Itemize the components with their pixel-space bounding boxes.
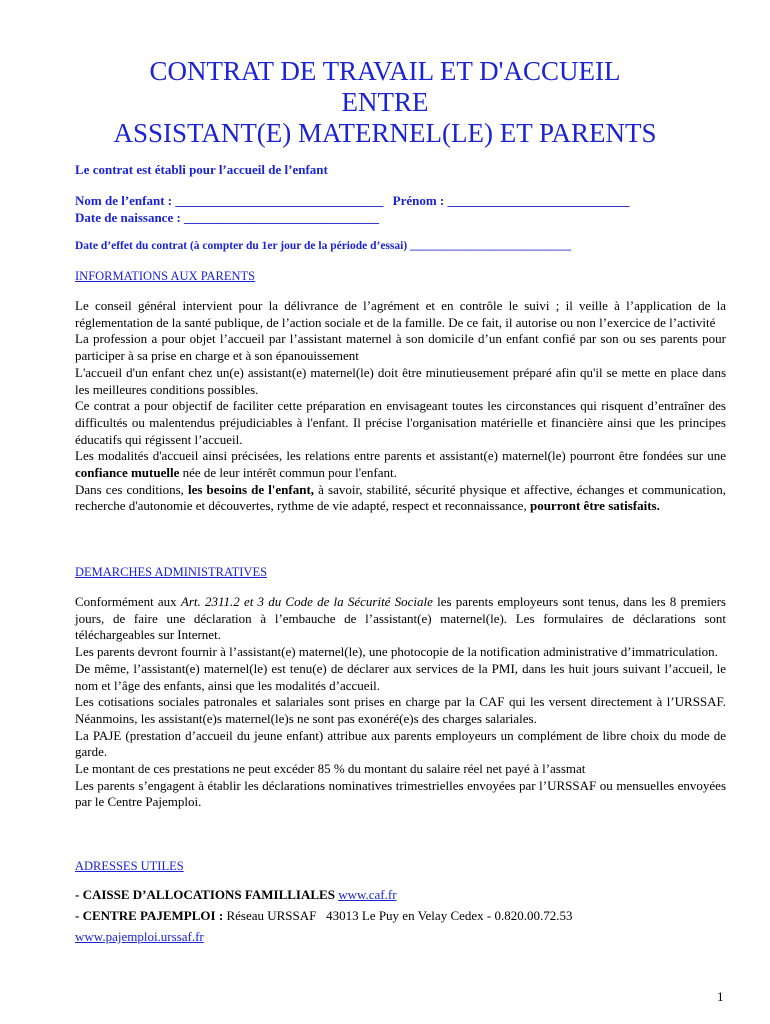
paragraph: Le montant de ces prestations ne peut excéder 85 % du montant du salaire réel net payé à l’assmat — [75, 761, 586, 777]
section-heading-informations: INFORMATIONS AUX PARENTS — [75, 269, 256, 283]
pajemploi-link-line — [75, 929, 204, 945]
text-run: à savoir, stabilité, sécurité physique et affective, échanges et communication, recherche d'autonomie et découvertes, rythme de vie adapté, respect et reconnaissance, — [75, 481, 727, 514]
text-run: Conformément aux — [75, 594, 181, 609]
paragraph: De même, l’assistant(e) maternel(le) est tenu(e) de déclarer aux services de la PMI, dans les huit jours suivant l’accueil, le nom et l’âge des enfants, ainsi que les modalités d’accueil. — [75, 660, 726, 693]
bold-text: confiance mutuelle — [75, 465, 180, 481]
section-heading-demarches: DEMARCHES ADMINISTRATIVES — [75, 565, 268, 579]
prenom-field: Prénom : ____________________________ — [392, 193, 630, 208]
paragraph — [75, 448, 726, 481]
caf-label: - CAISSE D’ALLOCATIONS FAMILLIALES — [75, 887, 335, 902]
caf-link[interactable]: www.caf.fr — [338, 887, 397, 902]
document-title — [0, 56, 770, 149]
section-demarches-body — [75, 594, 726, 811]
pajemploi-address — [75, 908, 572, 924]
text-run: Les modalités d'accueil ainsi précisées, les relations entre parents et assistant(e) maternel(le) pourront être fondées sur une — [75, 448, 726, 464]
paragraph: Le conseil général intervient pour la délivrance de l’agrément et en contrôle le suivi ; il veille à l’application de la réglementation de la santé publique, de l’action sociale et de la famille. De ce fait, il autorise ou non l’exercice de l’activité — [75, 298, 726, 330]
paragraph — [75, 482, 726, 515]
paragraph: La profession a pour objet l’accueil par l’assistant maternel à son domicile d’un enfant confié par son ou ses parents pour participer à sa prise en charge et à son épanouissement — [75, 331, 726, 364]
text-run: les parents employeurs sont tenus, dans les 8 premiers jours, de faire une déclaration à l’embauche de l’assistant(e) maternel(le). Les formulaires de déclarations sont téléchargeables sur Internet. — [75, 594, 726, 643]
paragraph: Les parents devront fournir à l’assistant(e) maternel(le), une photocopie de la notification administrative d’immatriculation. — [75, 644, 718, 660]
effective-date-field: Date d’effet du contrat (à compter du 1er jour de la période d’essai) ____________________________ — [75, 240, 572, 252]
pajemploi-link[interactable]: www.pajemploi.urssaf.fr — [75, 929, 204, 944]
paragraph: L'accueil d'un enfant chez un(e) assistant(e) maternel(le) doit être minutieusement préparé afin qu'il se mette en place dans les meilleures conditions possibles. — [75, 364, 726, 397]
bold-text: pourront être satisfaits. — [529, 498, 660, 514]
text-run: Dans ces conditions, — [75, 481, 189, 497]
section-informations-body — [75, 298, 726, 515]
paragraph: La PAJE (prestation d’accueil du jeune enfant) attribue aux parents employeurs un complément de libre choix du mode de garde. — [75, 727, 726, 760]
paragraph: Les cotisations sociales patronales et salariales sont prises en charge par la CAF qui les versent directement à l’URSSAF. Néanmoins, les assistant(e)s maternel(le)s ne sont pas exonéré(e)s des charges salariales. — [75, 694, 726, 726]
italic-text: Art. 2311.2 et 3 du Code de la Sécurité Sociale — [180, 594, 433, 609]
child-name-field — [75, 193, 630, 209]
pajemploi-label: - CENTRE PAJEMPLOI : — [75, 908, 224, 923]
paragraph — [75, 594, 726, 644]
intro-text: Le contrat est établi pour l’accueil de l’enfant — [75, 162, 328, 177]
title-line-2: ENTRE — [341, 87, 429, 117]
nom-field: Nom de l’enfant : ________________________________ — [75, 193, 384, 208]
caf-address — [75, 887, 397, 903]
paragraph: Les parents s’engagent à établir les déclarations nominatives trimestrielles envoyées par l’URSSAF ou mensuelles envoyées par le Centre Pajemploi. — [75, 777, 726, 810]
page-number: 1 — [717, 989, 724, 1004]
section-heading-adresses: ADRESSES UTILES — [75, 859, 184, 873]
text-run: née de leur intérêt commun pour l'enfant. — [179, 465, 397, 481]
bold-text: les besoins de l'enfant, — [188, 481, 315, 497]
pajemploi-details: Réseau URSSAF 43013 Le Puy en Velay Cedex - 0.820.00.72.53 — [223, 908, 573, 923]
title-line-1: CONTRAT DE TRAVAIL ET D'ACCUEIL — [149, 56, 621, 86]
paragraph: Ce contrat a pour objectif de faciliter cette préparation en envisageant toutes les circonstances qui risquent d’entraîner des difficultés ou malentendus préjudiciables à l'enfant. Il précise l'organisation matérielle et financière ainsi que les principes éducatifs qui régissent l’accueil. — [75, 398, 726, 447]
birthdate-field: Date de naissance : ______________________________ — [75, 210, 380, 225]
title-line-3: ASSISTANT(E) MATERNEL(LE) ET PARENTS — [113, 118, 657, 148]
